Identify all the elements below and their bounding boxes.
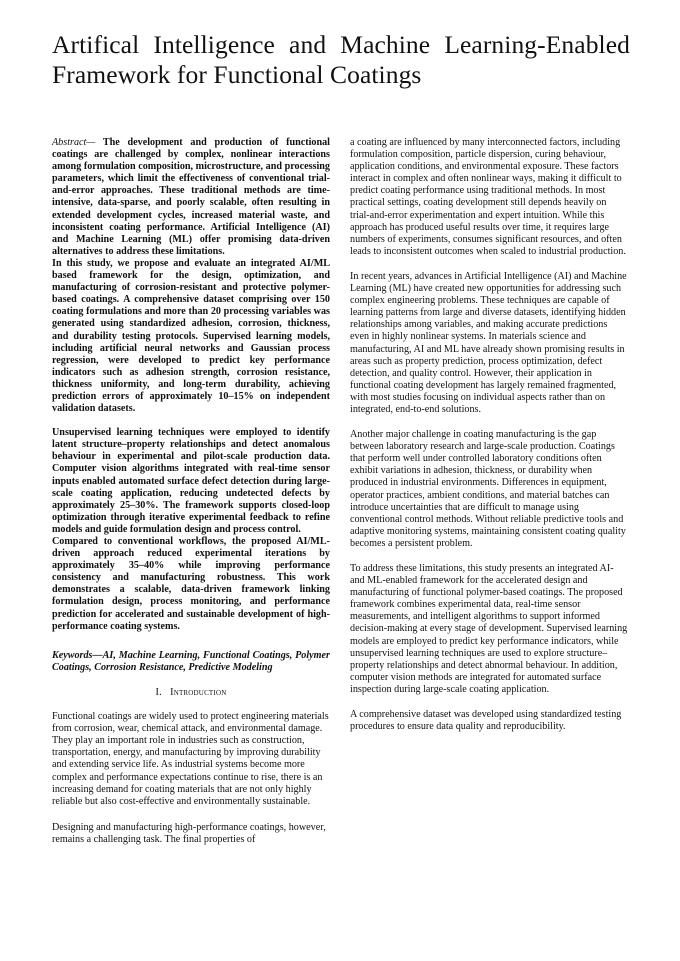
body-paragraph: Functional coatings are widely used to protect engineering materials from corrosion, wear, chemical attack, and environmental damage. They play an important role in industries such as construction, transportation, energy, and manufacturing by improving durability and extending service life. As industrial systems become more complex and performance expectations continue to rise, there is an increasing demand for coating materials that are not only highly reliable but also cost-effective and environmentally sustainable. xyxy=(52,711,329,807)
section-number: I. xyxy=(155,686,162,698)
abstract-paragraph-3: Unsupervised learning techniques were employed to identify latent structure–property relationships and detect anomalous behaviour in experimental and pilot-scale production data. Computer vision algorithms integrated with real-time sensor inputs enabled automated surface defect detection during large-scale coating application, reducing undetected defects by approximately 25–30%. The framework supports closed-loop optimization through iterative experimental feedback to refine models and guide formulation design and process control. xyxy=(52,427,330,535)
paper-title: Artifical Intelligence and Machine Learning-Enabled Framework for Functional Coatings xyxy=(52,30,630,89)
body-paragraph: Designing and manufacturing high-performance coatings, however, remains a challenging task. The final properties of xyxy=(52,821,326,845)
keywords: Keywords—AI, Machine Learning, Functional Coatings, Polymer Coatings, Corrosion Resistance, Predictive Modeling xyxy=(52,649,330,673)
body-paragraph: A comprehensive dataset was developed using standardized testing procedures to ensure data quality and reproducibility. xyxy=(350,709,622,733)
abstract-lead: Abstract— xyxy=(52,137,96,148)
left-column xyxy=(52,137,330,846)
left-body xyxy=(52,711,330,846)
section-heading xyxy=(52,687,330,699)
abstract xyxy=(52,137,330,633)
section-title: Introduction xyxy=(170,686,227,698)
body-paragraph: To address these limitations, this study presents an integrated AI- and ML-enabled framework for the accelerated design and manufacturing of functional polymer-based coatings. The proposed framework combines experimental data, real-time sensor measurements, and intelligent algorithms to support informed decision-making at every stage of development. Supervised learning models are employed to predict key performance indicators, while unsupervised learning techniques are used to explore structure–property relationships and detect abnormal behaviour. In addition, computer vision methods are integrated for automated surface inspection during large-scale coating application. xyxy=(350,563,628,695)
body-paragraph: a coating are influenced by many interconnected factors, including formulation composition, particle dispersion, curing behaviour, application conditions, and environmental exposure. These factors interact in complex and often nonlinear ways, making it difficult to predict coating performance using traditional methods. In most practical settings, coating development still depends heavily on trial-and-error experimentation and expert intuition. While this approach has produced useful results over time, it requires large numbers of experiments, consumes significant resources, and often leads to inconsistent outcomes when scaled to industrial production. xyxy=(350,137,626,257)
abstract-paragraph-1 xyxy=(52,137,330,258)
body-paragraph: In recent years, advances in Artificial Intelligence (AI) and Machine Learning (ML) have created new opportunities for addressing such complex engineering problems. These techniques are capable of learning patterns from large and diverse datasets, identifying hidden relationships among variables, and making accurate predictions even in highly nonlinear systems. In materials science and manufacturing, AI and ML have already shown promising results in areas such as property prediction, process optimization, defect detection, and quality control. However, their application in functional coating development has largely remained fragmented, with most studies focusing on individual aspects rather than on integrated, end-to-end solutions. xyxy=(350,270,627,415)
abstract-text-1: The development and production of functional coatings are challenged by complex, nonlinear interactions among formulation composition, microstructure, and processing parameters, which limit the effectiveness of conventional trial-and-error approaches. These traditional methods are time-intensive, data-sparse, and poorly scalable, often resulting in extended development cycles, increased material waste, and inconsistent coating performance. Artificial Intelligence (AI) and Machine Learning (ML) offer promising data-driven alternatives to address these limitations. xyxy=(52,137,330,257)
right-column xyxy=(350,137,628,733)
body-paragraph: Another major challenge in coating manufacturing is the gap between laboratory research and large-scale production. Coatings that perform well under controlled laboratory conditions often exhibit variations in adhesion, thickness, or durability when produced in industrial environments. Differences in equipment, operator practices, ambient conditions, and material batches can introduce uncertainties that are difficult to manage using conventional control methods. Without reliable predictive tools and adaptive monitoring systems, maintaining consistent coating quality becomes a persistent problem. xyxy=(350,429,626,549)
abstract-paragraph-4: Compared to conventional workflows, the proposed AI/ML-driven approach reduced experimental iterations by approximately 35–40% while improving performance consistency and manufacturing robustness. This work demonstrates a scalable, data-driven framework linking formulation design, process monitoring, and performance prediction for accelerated and sustainable development of high-performance coating systems. xyxy=(52,536,330,632)
abstract-paragraph-2: In this study, we propose and evaluate an integrated AI/ML based framework for the design, optimization, and manufacturing of corrosion-resistant and protective polymer-based coatings. A comprehensive dataset comprising over 150 coating formulations and more than 20 processing variables was generated using standardized adhesion, corrosion, thickness, and durability testing protocols. Supervised learning models, including artificial neural networks and Gaussian process regression, were developed to predict key performance indicators such as adhesion strength, corrosion resistance, thickness uniformity, and long-term durability, achieving prediction errors of approximately 10–15% on independent validation datasets. xyxy=(52,257,330,415)
